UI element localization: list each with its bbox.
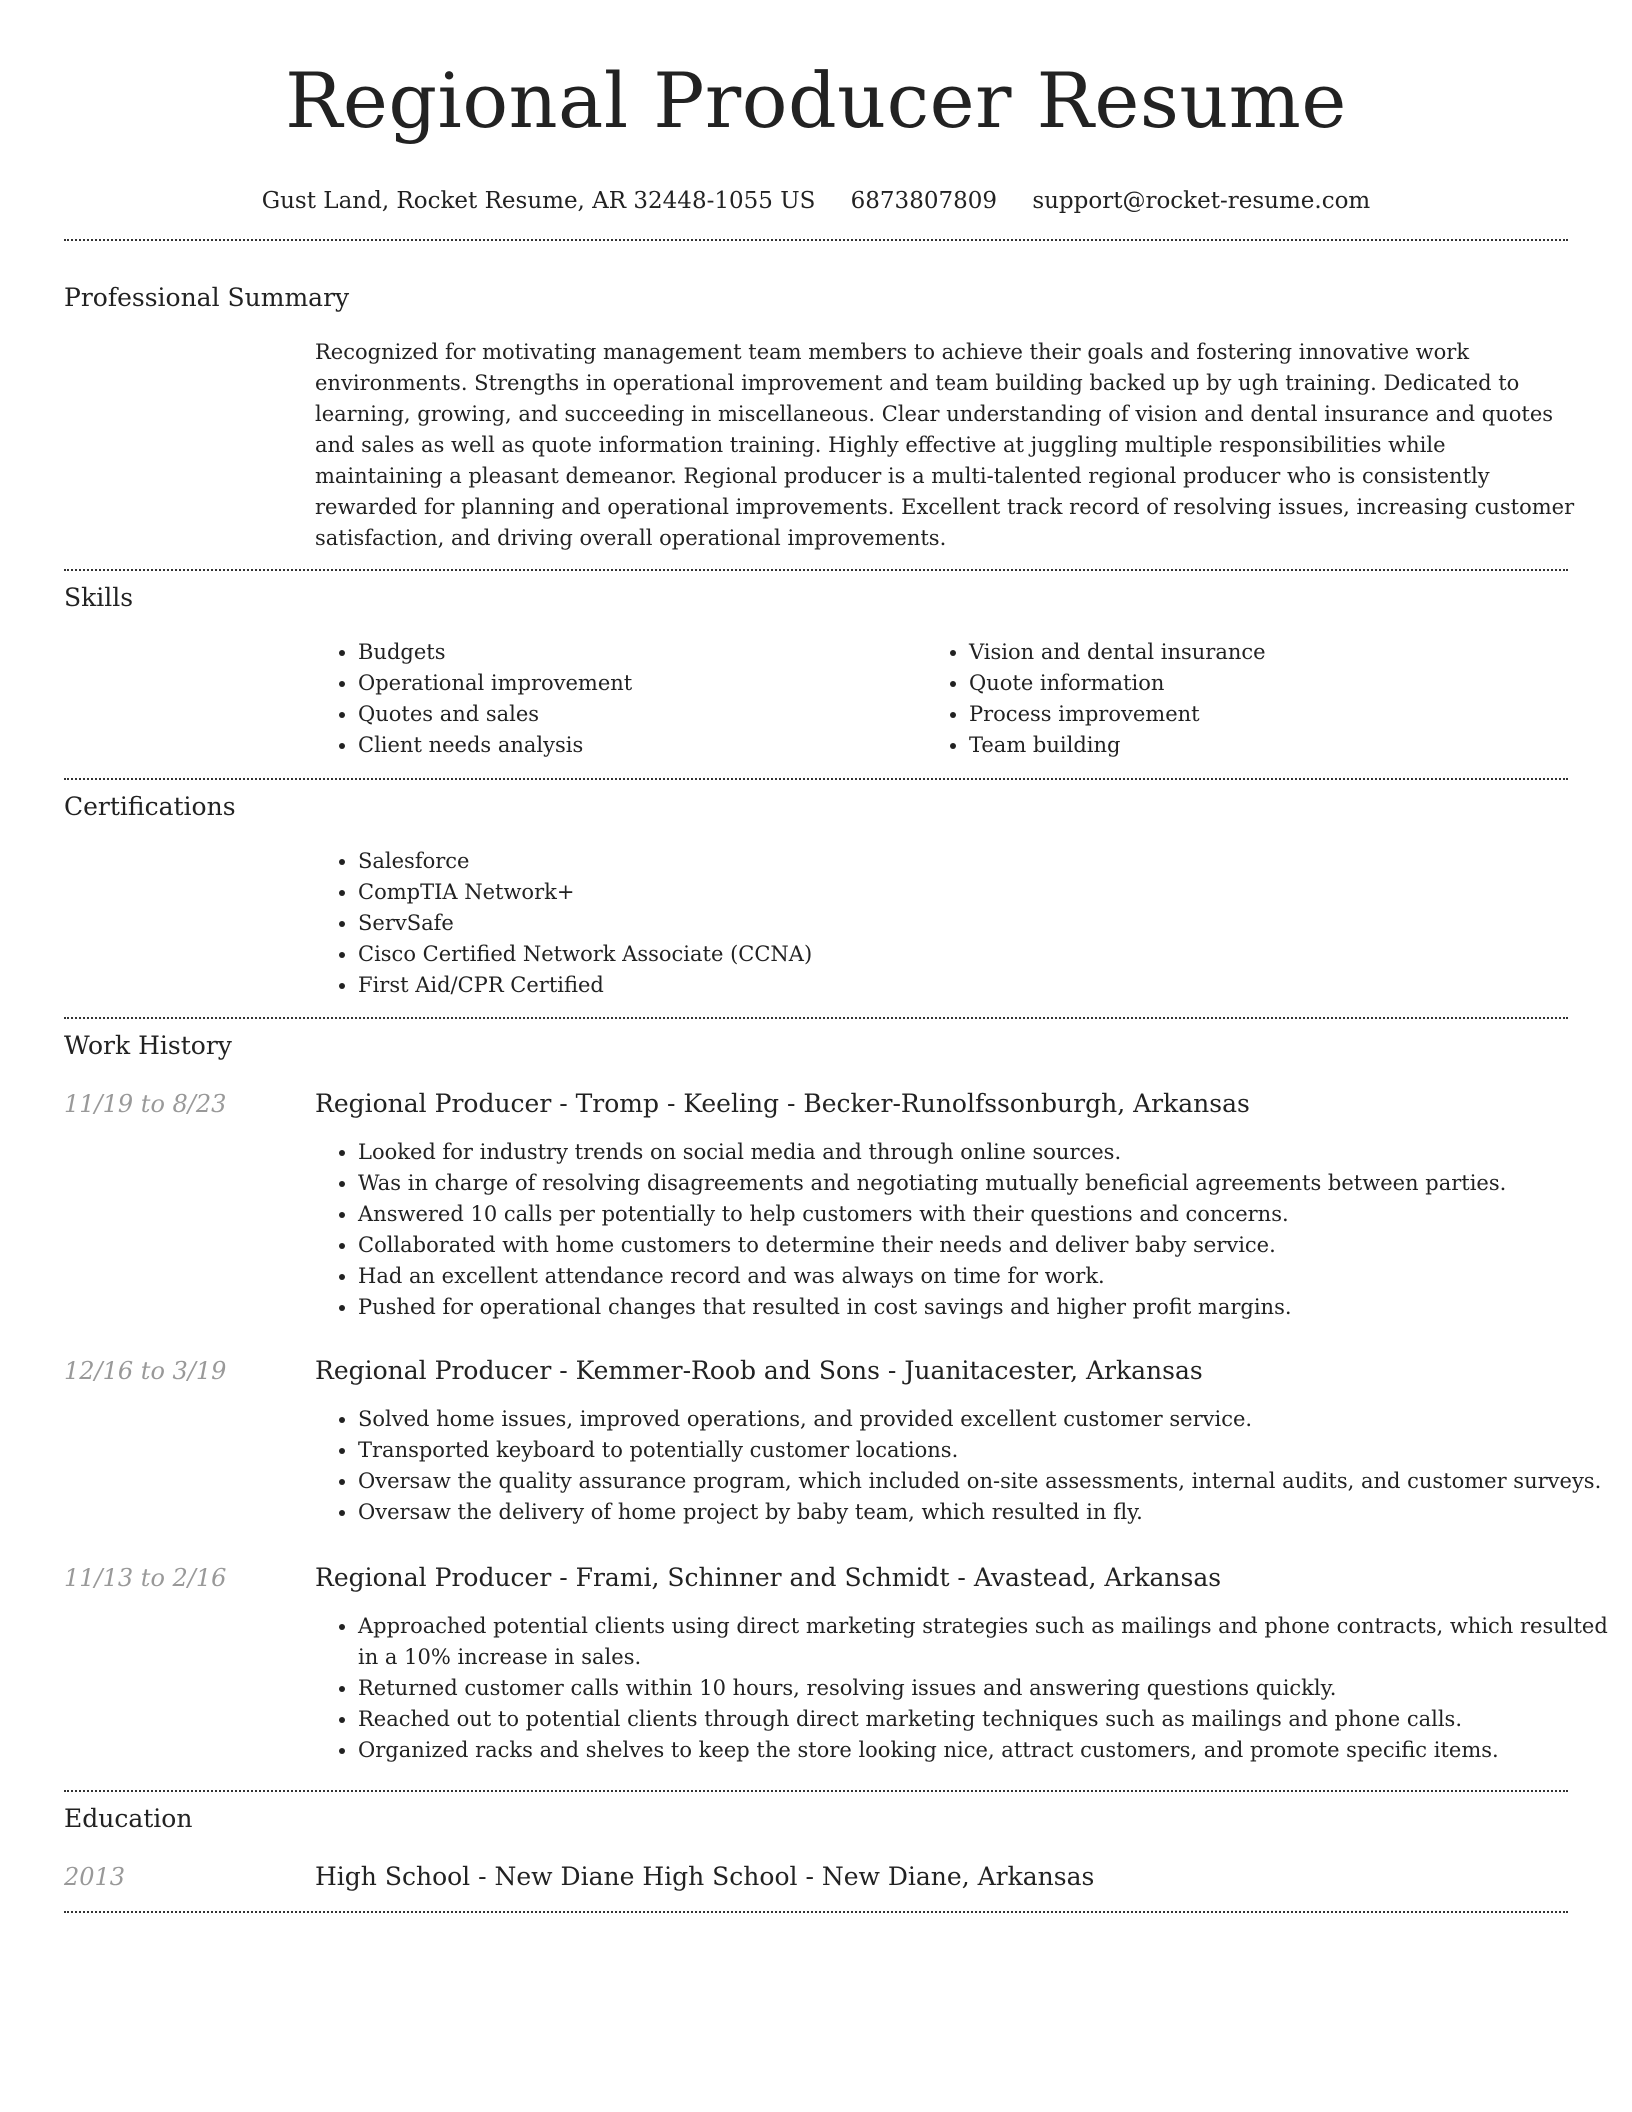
divider (64, 1911, 1568, 1913)
email-link[interactable]: support@rocket-resume.com (1032, 188, 1371, 214)
skill-item: • Process improvement (969, 699, 1266, 730)
divider (64, 778, 1568, 780)
job-bullet: • Had an excellent attendance record and was always on time for work. (358, 1261, 1608, 1292)
certification-item: • CompTIA Network+ (358, 877, 812, 908)
job-bullet: • Approached potential clients using direct marketing strategies such as mailings and phone contracts, which resulted in a 10% increase in sales. (358, 1611, 1608, 1673)
phone: 6873807809 (850, 188, 997, 214)
education-year: 2013 (64, 1863, 126, 1891)
certification-item: • First Aid/CPR Certified (358, 970, 812, 1001)
skills-list-left (314, 637, 632, 761)
skill-item: • Vision and dental insurance (969, 637, 1266, 668)
divider (64, 239, 1568, 241)
certification-item: • Cisco Certified Network Associate (CCNA) (358, 939, 812, 970)
job-bullet: • Returned customer calls within 10 hours, resolving issues and answering questions quickly. (358, 1673, 1608, 1704)
resume-header (0, 0, 1632, 216)
section-title-education: Education (64, 1804, 193, 1833)
job-bullet: • Oversaw the quality assurance program, which included on-site assessments, internal audits, and customer surveys. (358, 1466, 1608, 1497)
job-dates: 12/16 to 3/19 (64, 1357, 227, 1385)
section-title-work-history: Work History (64, 1031, 232, 1060)
job-bullet: • Collaborated with home customers to determine their needs and deliver baby service. (358, 1230, 1608, 1261)
job-bullet: • Reached out to potential clients through direct marketing techniques such as mailings and phone calls. (358, 1704, 1608, 1735)
job-bullets (314, 1611, 1608, 1766)
skill-item: • Budgets (358, 637, 632, 668)
job-bullet: • Transported keyboard to potentially customer locations. (358, 1435, 1608, 1466)
job-title: Regional Producer - Frami, Schinner and Schmidt - Avastead, Arkansas (315, 1563, 1222, 1592)
skill-item: • Client needs analysis (358, 730, 632, 761)
divider (64, 569, 1568, 571)
address: Gust Land, Rocket Resume, AR 32448-1055 US (261, 188, 816, 214)
certifications-list (314, 846, 812, 1001)
education-entry: High School - New Diane High School - New Diane, Arkansas (315, 1862, 1095, 1891)
job-dates: 11/13 to 2/16 (64, 1564, 227, 1592)
divider (64, 1017, 1568, 1019)
skill-item: • Quote information (969, 668, 1266, 699)
contact-line (0, 186, 1632, 216)
job-bullets (314, 1404, 1608, 1528)
section-title-summary: Professional Summary (64, 283, 350, 312)
job-dates: 11/19 to 8/23 (64, 1090, 227, 1118)
skill-item: • Team building (969, 730, 1266, 761)
job-bullets (314, 1137, 1608, 1323)
job-title: Regional Producer - Tromp - Keeling - Becker-Runolfssonburgh, Arkansas (315, 1089, 1250, 1118)
job-bullet: • Oversaw the delivery of home project by baby team, which resulted in fly. (358, 1497, 1608, 1528)
summary-text: Recognized for motivating management team members to achieve their goals and fostering innovative work environments. Strengths in operational improvement and team building backed up by ugh training. Dedicated to learning, growing, and succeeding in miscellaneous. Clear understanding of vision and dental insurance and quotes and sales as well as quote information training. Highly effective at juggling multiple responsibilities while maintaining a pleasant demeanor. Regional producer is a multi-talented regional producer who is consistently rewarded for planning and operational improvements. Excellent track record of resolving issues, increasing customer satisfaction, and driving overall operational improvements. (315, 340, 1575, 550)
section-title-certifications: Certifications (64, 792, 236, 821)
job-bullet: • Was in charge of resolving disagreements and negotiating mutually beneficial agreements between parties. (358, 1168, 1608, 1199)
job-bullet: • Looked for industry trends on social media and through online sources. (358, 1137, 1608, 1168)
resume-title: Regional Producer Resume (285, 56, 1347, 145)
job-bullet: • Pushed for operational changes that resulted in cost savings and higher profit margins. (358, 1292, 1608, 1323)
job-title: Regional Producer - Kemmer-Roob and Sons - Juanitacester, Arkansas (315, 1356, 1203, 1385)
job-bullet: • Solved home issues, improved operations, and provided excellent customer service. (358, 1404, 1608, 1435)
skill-item: • Quotes and sales (358, 699, 632, 730)
divider (64, 1790, 1568, 1792)
job-bullet: • Answered 10 calls per potentially to help customers with their questions and concerns. (358, 1199, 1608, 1230)
certification-item: • Salesforce (358, 846, 812, 877)
job-bullet: • Organized racks and shelves to keep the store looking nice, attract customers, and promote specific items. (358, 1735, 1608, 1766)
section-title-skills: Skills (64, 583, 134, 612)
skill-item: • Operational improvement (358, 668, 632, 699)
skills-list-right (925, 637, 1266, 761)
certification-item: • ServSafe (358, 908, 812, 939)
